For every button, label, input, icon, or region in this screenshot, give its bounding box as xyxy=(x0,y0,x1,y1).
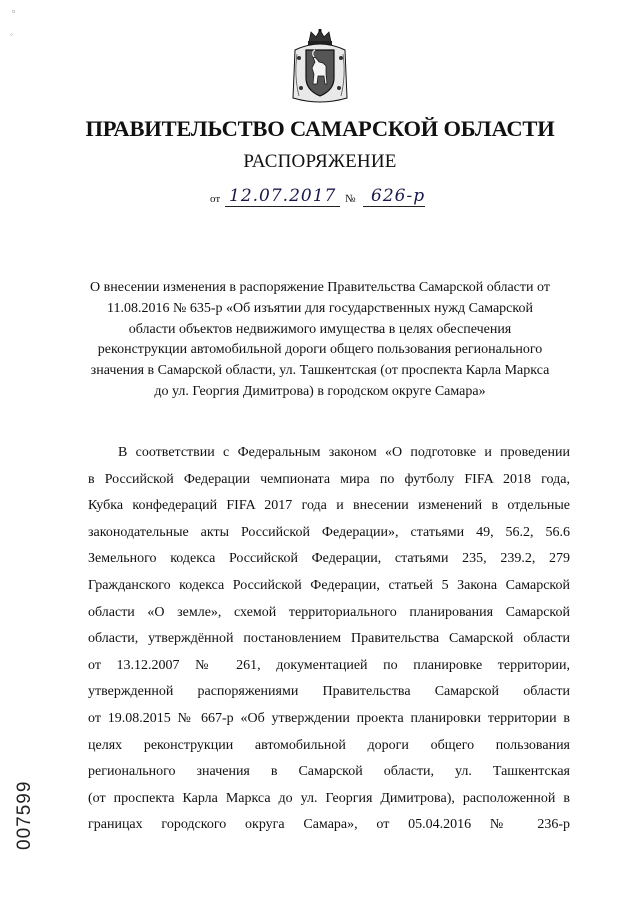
number-prefix-label: № xyxy=(345,193,356,205)
handwritten-date: 12.07.2017 xyxy=(229,186,337,206)
body-line: утвержденной распоряжениями Правительства Самарской области xyxy=(88,684,570,700)
number-underline xyxy=(363,206,425,207)
body-line: от 19.08.2015 № 667-р «Об утверждении проекта планировки территории в xyxy=(88,710,570,726)
document-body xyxy=(88,440,570,839)
date-number-line xyxy=(205,188,445,210)
body-line: области, утверждённой постановлением Правительства Самарской области xyxy=(88,631,570,647)
date-underline xyxy=(225,206,340,207)
body-line: в Российской Федерации чемпионата мира по футболу FIFA 2018 года, xyxy=(88,471,570,487)
body-line: от 13.12.2007 № 261, документацией по планировке территории, xyxy=(88,657,570,673)
body-line: В соответствии с Федеральным законом «О подготовке и проведении xyxy=(118,445,570,460)
body-line: Кубка конфедераций FIFA 2017 года и внесении изменений в отдельные xyxy=(88,498,570,514)
scan-mark-small: ◦ xyxy=(10,30,13,39)
handwritten-number: 626-р xyxy=(371,186,426,206)
body-line: (от проспекта Карла Маркса до ул. Георгия Димитрова), расположенной в xyxy=(88,790,570,806)
body-line: целях реконструкции автомобильной дороги общего пользования xyxy=(88,737,570,753)
document-subject: О внесении изменения в распоряжение Правительства Самарской области от 11.08.2016 № 635-р «Об изъятии для государственных нужд Самарской области объектов недвижимого имущества в целях обеспечения реконструкции автомобильной дороги общего пользования регионального значения в Самарской области, ул. Ташкентская (от проспекта Карла Маркса до ул. Георгия Димитрова) в городском округе Самара» xyxy=(90,280,550,399)
body-line: регионального значения в Самарской области, ул. Ташкентская xyxy=(88,764,570,780)
body-line: законодательные акты Российской Федерации», статьями 49, 56.2, 56.6 xyxy=(88,524,570,540)
body-line: области «О земле», схемой территориального планирования Самарской xyxy=(88,604,570,620)
body-line: границах городского округа Самара», от 05.04.2016 № 236-р xyxy=(88,817,570,833)
government-title: ПРАВИТЕЛЬСТВО САМАРСКОЙ ОБЛАСТИ xyxy=(85,116,555,141)
registration-number: 007599 xyxy=(14,780,35,850)
body-line: Земельного кодекса Российской Федерации, статьями 235, 239.2, 279 xyxy=(88,551,570,567)
document-type: РАСПОРЯЖЕНИЕ xyxy=(243,151,397,172)
coat-of-arms-samara-icon xyxy=(289,28,351,106)
scan-mark: ▫ xyxy=(12,6,16,16)
body-line: Гражданского кодекса Российской Федерации, статьей 5 Закона Самарской xyxy=(88,577,570,593)
date-prefix-label: от xyxy=(210,193,221,205)
